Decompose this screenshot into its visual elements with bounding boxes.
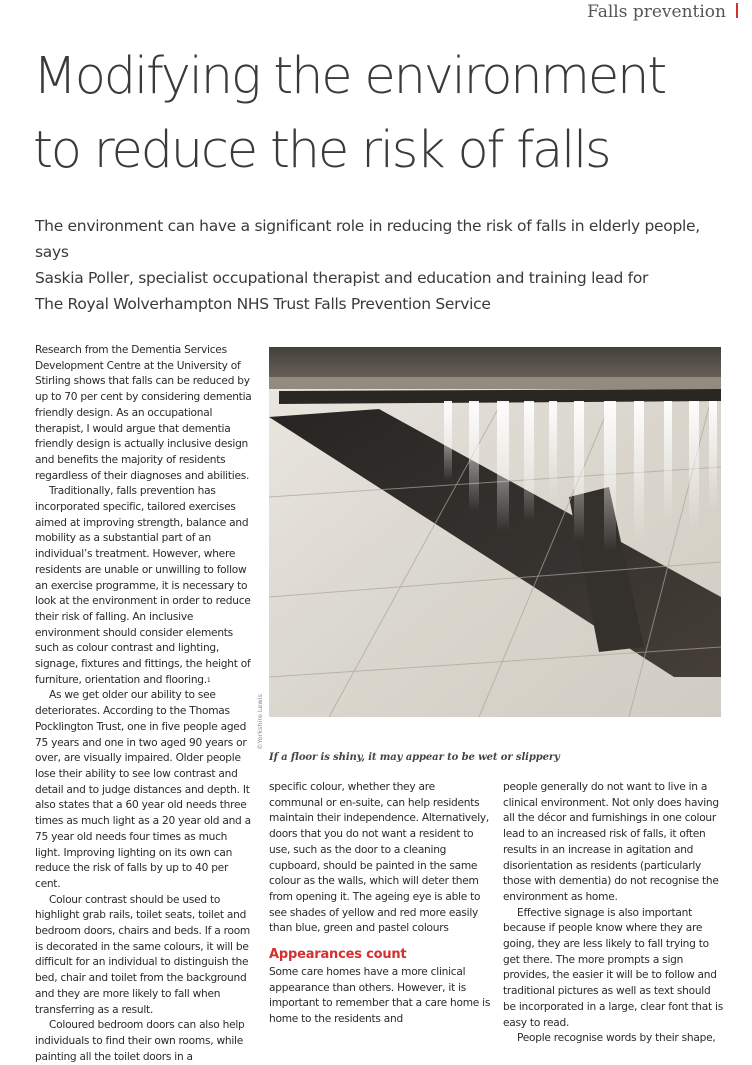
- standfirst-line-1: The environment can have a significant role in reducing the risk of falls in elderly people, says: [35, 217, 700, 261]
- headline: [33, 40, 665, 188]
- section-tag: [587, 0, 738, 24]
- body-paragraph: Effective signage is also important because if people know where they are going, they are less likely to fall trying to get there. The more prompts a sign provides, the easier it will be to follow and traditional pictures as well as text should be incorporated in a large, clear font that is easy to read.: [503, 906, 724, 1029]
- section-tag-label: Falls prevention: [587, 2, 726, 22]
- headline-line-2: to reduce the risk of falls: [33, 121, 610, 180]
- body-paragraph: Research from the Dementia Services Development Centre at the University of Stirling shows that falls can be reduced by up to 70 per cent by considering dementia friendly design. As an occupational therapist, I would argue that dementia friendly design is actually inclusive design and benefits the majority of residents regardless of their diagnoses and abilities.: [35, 344, 252, 482]
- body-paragraph: [35, 484, 253, 688]
- standfirst-line-3: The Royal Wolverhampton NHS Trust Falls Prevention Service: [35, 295, 491, 313]
- standfirst: [35, 213, 725, 317]
- footnote-ref: 1: [206, 676, 211, 684]
- column-2: [269, 780, 491, 1028]
- floor-photo: [269, 347, 721, 717]
- photo-caption: If a floor is shiny, it may appear to be wet or slippery: [269, 752, 560, 763]
- body-paragraph: Some care homes have a more clinical appearance than others. However, it is important to remember that a care home is home to the residents and: [269, 966, 491, 1026]
- body-paragraph: Colour contrast should be used to highlight grab rails, toilet seats, toilet and bedroom doors, chairs and beds. If a room is decorated in the same colours, it will be difficult for an individual to distinguish the bed, chair and toilet from the background and they are more likely to fall when transferring as a result.: [35, 893, 251, 1016]
- column-3: [503, 780, 725, 1047]
- subheading: Appearances count: [269, 947, 407, 963]
- body-paragraph-text: Traditionally, falls prevention has incorporated specific, tailored exercises aimed at improving strength, balance and mobility as a substantial part of an individual’s treatment. However, where residents are unable or unwilling to follow an exercise programme, it is necessary to look at the environment in order to reduce their risk of falling. An inclusive environment should consider elements such as colour contrast and lighting, signage, fixtures and fittings, the height of furniture, orientation and flooring.: [35, 485, 251, 686]
- section-tag-bar: [736, 3, 738, 18]
- headline-line-1: Modifying the environment: [33, 47, 666, 106]
- photo-credit-text: ©Yorkshire Lewis: [256, 694, 264, 750]
- column-1: [35, 343, 253, 1065]
- body-paragraph: specific colour, whether they are communal or en-suite, can help residents maintain their independence. Alternatively, doors that you do not want a resident to use, such as the door to a cleaning cupboard, should be painted in the same colour as the walls, which will deter them from opening it. The ageing eye is able to see shades of yellow and red more easily than blue, green and pastel colours: [269, 781, 490, 935]
- body-paragraph: people generally do not want to live in a clinical environment. Not only does having all the décor and furnishings in one colour lead to an increased risk of falls, it often results in an increase in agitation and disorientation as residents (particularly those with dementia) do not recognise the environment as home.: [503, 781, 719, 903]
- standfirst-line-2: Saskia Poller, specialist occupational therapist and education and training lead for: [35, 269, 649, 287]
- body-paragraph: People recognise words by their shape,: [517, 1032, 716, 1045]
- photo-credit: [256, 650, 266, 750]
- floor-photo-image: [269, 347, 721, 717]
- body-paragraph: As we get older our ability to see deteriorates. According to the Thomas Pocklington Trust, one in five people aged 75 years and one in two aged 90 years or over, are visually impaired. Older people lose their ability to see low contrast and detail and to judge distances and depth. It also states that a 60 year old needs three times as much light as a 20 year old and a 75 year old needs four times as much light. Improving lighting on its own can reduce the risk of falls by up to 40 per cent.: [35, 689, 251, 890]
- body-paragraph: Coloured bedroom doors can also help individuals to find their own rooms, while painting all the toilet doors in a: [35, 1019, 245, 1063]
